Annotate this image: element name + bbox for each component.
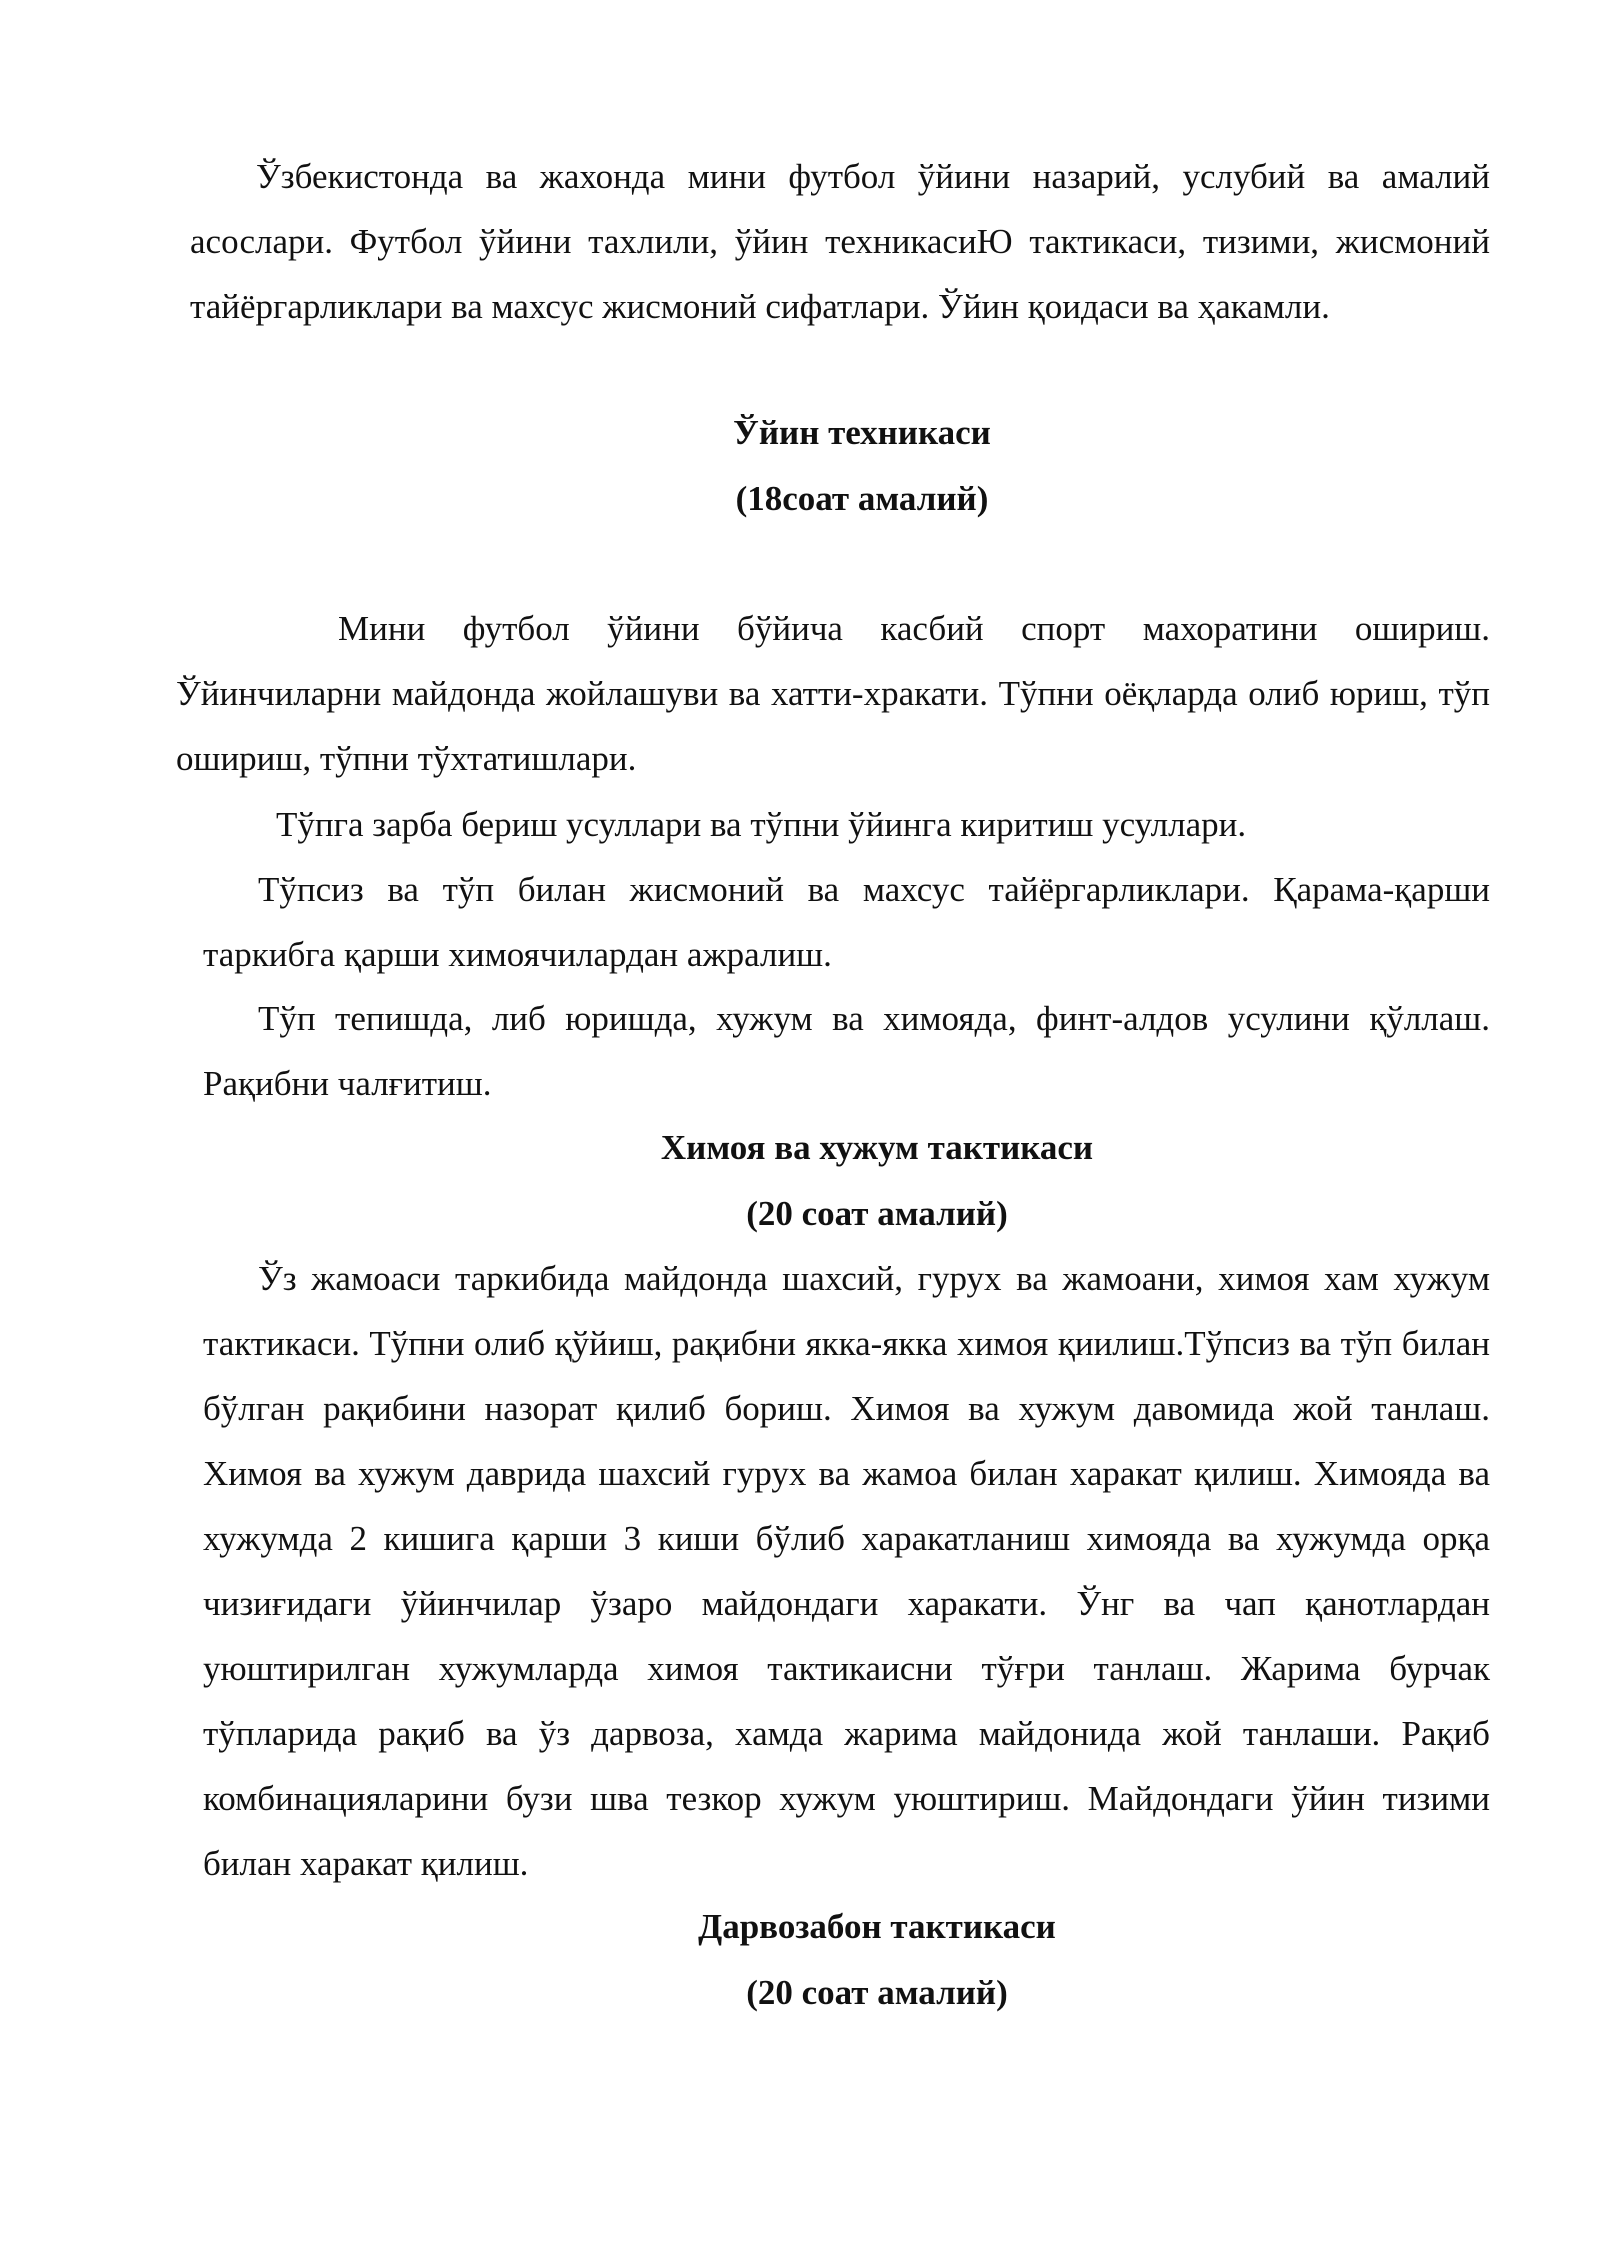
section-title-goalkeeper-tactics: Дарвозабон тактикаси bbox=[698, 1907, 1056, 1946]
technique-paragraph-3: Тўпсиз ва тўп билан жисмоний ва махсус тайёргарликлари. Қарама-қарши таркибга қарши химоячилардан ажралиш. bbox=[203, 870, 1490, 974]
section-hours-game-technique: (18соат амалий) bbox=[735, 479, 989, 518]
section-hours-defense-attack-tactics: (20 соат амалий) bbox=[746, 1194, 1008, 1233]
tactics-paragraph-1: Ўз жамоаси таркибида майдонда шахсий, гурух ва жамоани, химоя хам хужум тактикаси. Тўпни олиб қўйиш, рақибни якка-якка химоя қиилиш.Тўпсиз ва тўп билан бўлган рақибини назорат қилиб бориш. Химоя ва хужум давомида жой танлаш. Химоя ва хужум даврида шахсий гурух ва жамоа билан харакат қилиш. Химояда ва хужумда 2 кишига қарши 3 киши бўлиб харакатланиш химояда ва хужумда орқа чизиғидаги ўйинчилар ўзаро майдондаги харакати. Ўнг ва чап қанотлардан уюштирилган хужумларда химоя тактикаисни тўғри танлаш. Жарима бурчак тўпларида рақиб ва ўз дарвоза, хамда жарима майдонида жой танлаши. Рақиб комбинацияларини бузи шва тезкор хужум уюштириш. Майдондаги ўйин тизими билан харакат қилиш. bbox=[203, 1259, 1490, 1883]
section-title-game-technique: Ўйин техникаси bbox=[733, 413, 991, 452]
section-hours-goalkeeper-tactics: (20 соат амалий) bbox=[746, 1973, 1008, 2012]
technique-paragraph-2: Тўпга зарба бериш усуллари ва тўпни ўйинга киритиш усуллари. bbox=[276, 805, 1247, 844]
technique-paragraph-1: Мини футбол ўйини бўйича касбий спорт махоратини ошириш. Ўйинчиларни майдонда жойлашуви ва хатти-хракати. Тўпни оёқларда олиб юриш, тўп ошириш, тўпни тўхтатишлари. bbox=[176, 609, 1490, 778]
intro-paragraph: Ўзбекистонда ва жахонда мини футбол ўйини назарий, услубий ва амалий асослари. Футбол ўйини тахлили, ўйин техникасиЮ тактикаси, тизими, жисмоний тайёргарликлари ва махсус жисмоний сифатлари. Ўйин қоидаси ва ҳакамли. bbox=[190, 157, 1490, 326]
section-title-defense-attack-tactics: Химоя ва хужум тактикаси bbox=[660, 1128, 1094, 1167]
technique-paragraph-4: Тўп тепишда, либ юришда, хужум ва химояда, финт-алдов усулини қўллаш. Рақибни чалғитиш. bbox=[203, 999, 1490, 1103]
